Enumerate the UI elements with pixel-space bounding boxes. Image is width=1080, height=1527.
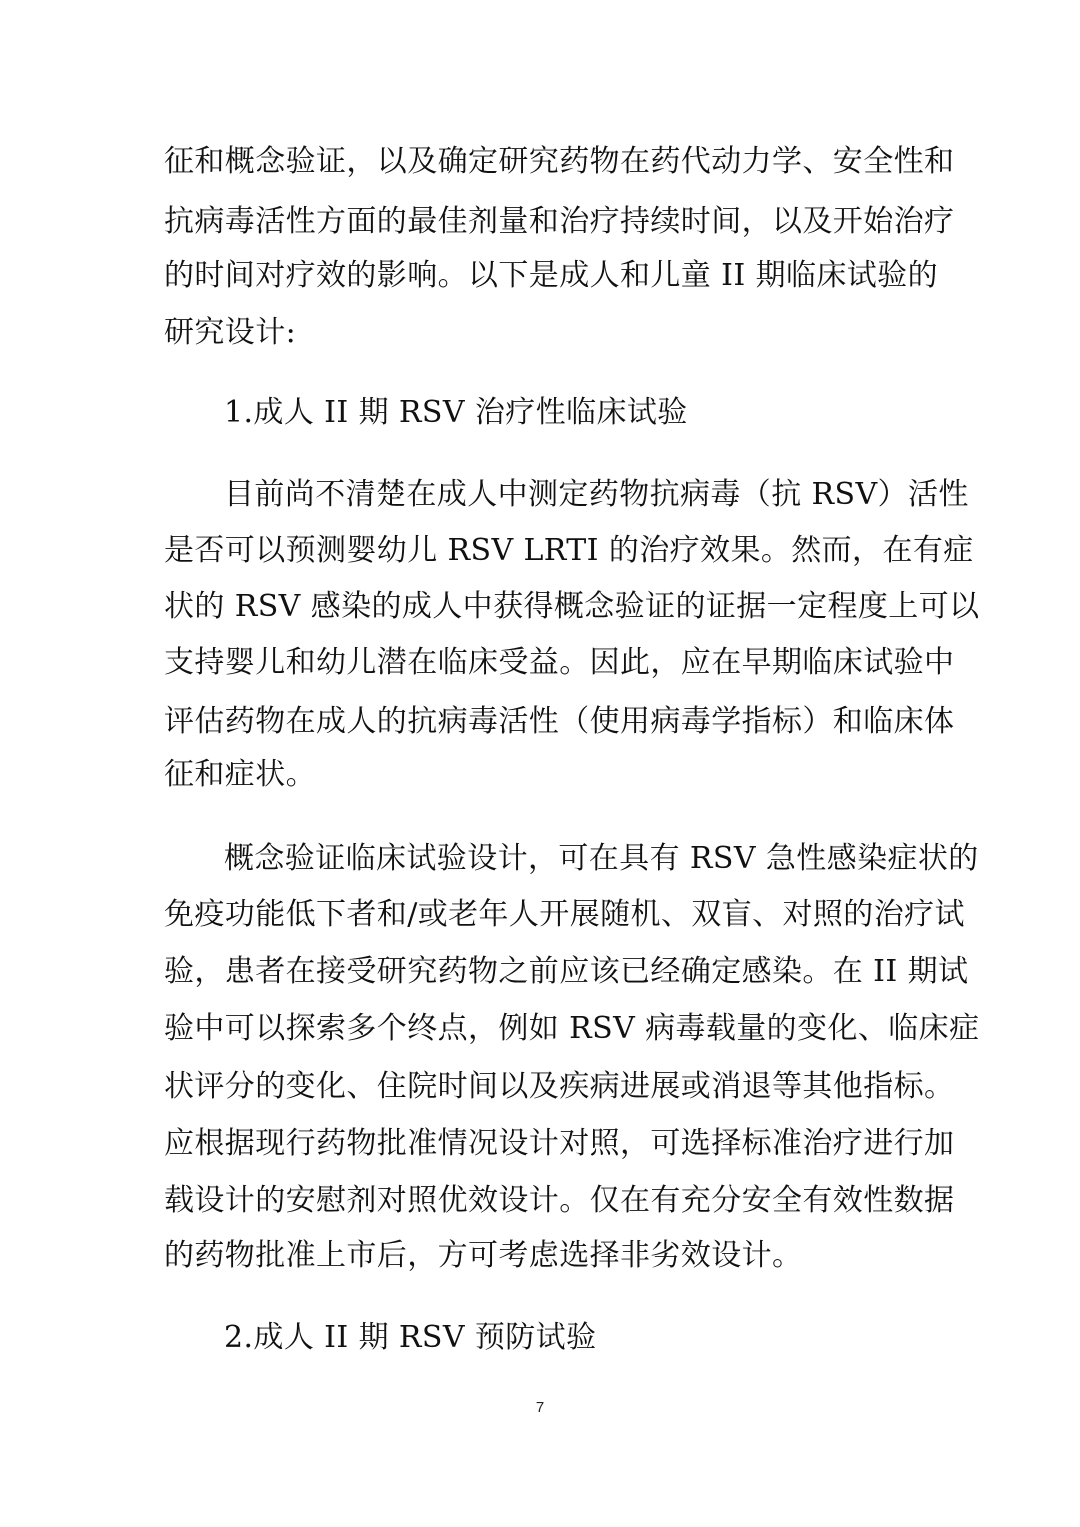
body-text-line: 征和症状。	[164, 757, 316, 792]
body-text-line: 载设计的安慰剂对照优效设计。仅在有充分安全有效性数据	[164, 1183, 955, 1218]
body-text-line: 支持婴儿和幼儿潜在临床受益。因此，应在早期临床试验中	[164, 645, 955, 680]
body-text-line: 概念验证临床试验设计，可在具有 RSV 急性感染症状的	[224, 841, 979, 876]
section-heading: 2.成人 II 期 RSV 预防试验	[224, 1320, 597, 1355]
body-text-line: 目前尚不清楚在成人中测定药物抗病毒（抗 RSV）活性	[224, 477, 969, 512]
body-text-line: 的时间对疗效的影响。以下是成人和儿童 II 期临床试验的	[164, 258, 938, 293]
body-text-line: 免疫功能低下者和/或老年人开展随机、双盲、对照的治疗试	[164, 897, 965, 932]
section-heading: 1.成人 II 期 RSV 治疗性临床试验	[224, 395, 688, 430]
page-number: 7	[535, 1399, 545, 1416]
body-text-line: 的药物批准上市后，方可考虑选择非劣效设计。	[164, 1238, 803, 1273]
body-text-line: 是否可以预测婴幼儿 RSV LRTI 的治疗效果。然而，在有症	[164, 533, 974, 568]
body-text-line: 状评分的变化、住院时间以及疾病进展或消退等其他指标。	[164, 1069, 955, 1104]
body-text-line: 验中可以探索多个终点，例如 RSV 病毒载量的变化、临床症	[164, 1011, 980, 1046]
body-text-line: 抗病毒活性方面的最佳剂量和治疗持续时间，以及开始治疗	[164, 204, 955, 239]
body-text-line: 研究设计:	[164, 315, 297, 350]
body-text-line: 验，患者在接受研究药物之前应该已经确定感染。在 II 期试	[164, 954, 969, 989]
body-text-line: 应根据现行药物批准情况设计对照，可选择标准治疗进行加	[164, 1126, 955, 1161]
body-text-line: 征和概念验证，以及确定研究药物在药代动力学、安全性和	[164, 144, 955, 179]
body-text-line: 评估药物在成人的抗病毒活性（使用病毒学指标）和临床体	[164, 704, 955, 739]
body-text-line: 状的 RSV 感染的成人中获得概念验证的证据一定程度上可以	[164, 589, 980, 624]
